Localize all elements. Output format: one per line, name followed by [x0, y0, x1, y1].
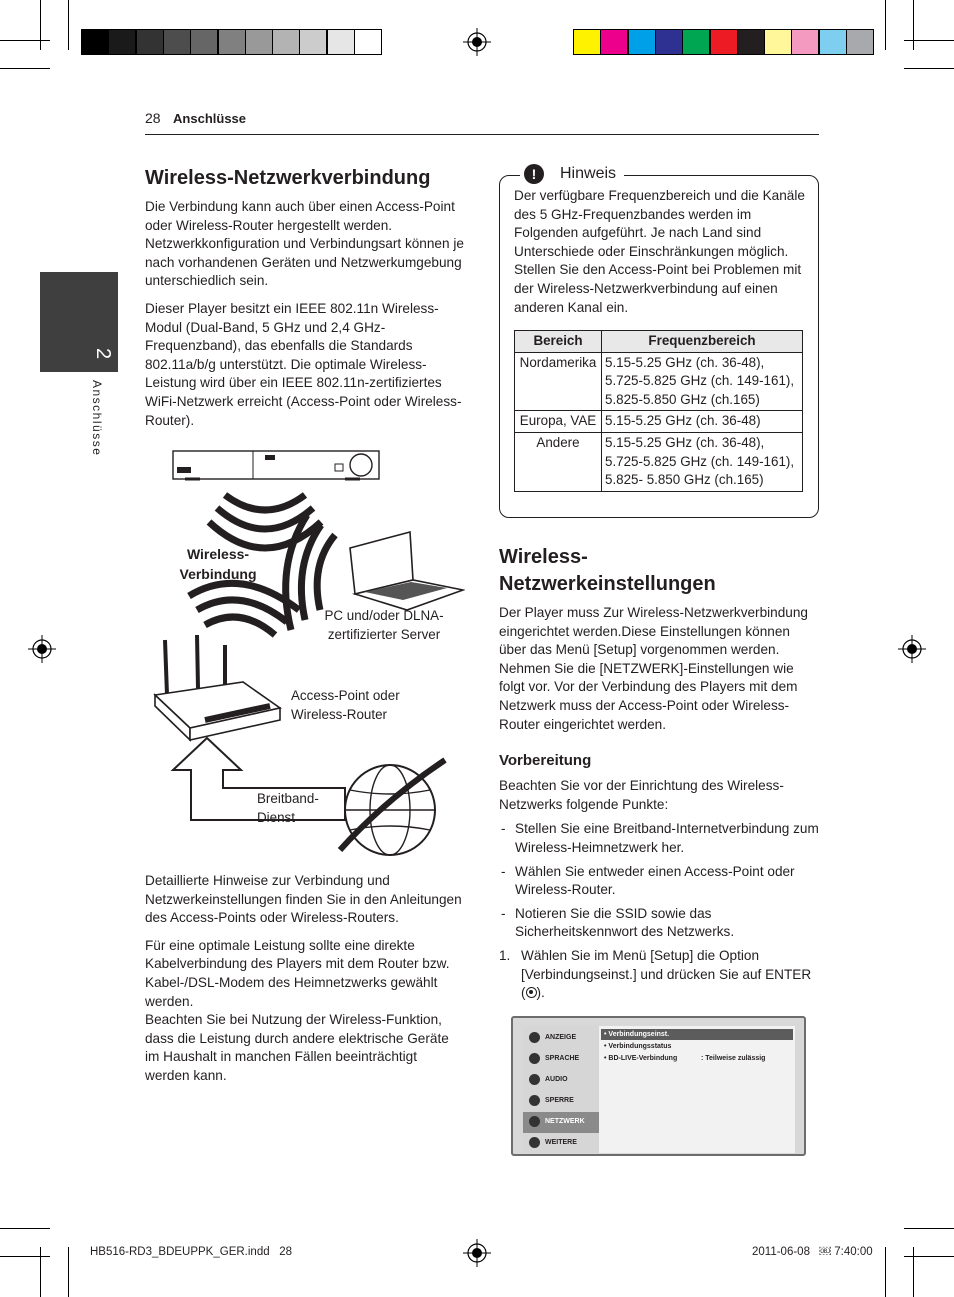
color-swatch	[628, 29, 656, 55]
menu-option: • Verbindungsstatus	[604, 1043, 672, 1050]
crop-mark	[0, 40, 50, 41]
lock-icon	[529, 1095, 540, 1106]
section-title: Wireless- Netzwerkeinstellungen	[499, 546, 716, 595]
table-row	[515, 432, 803, 491]
registration-mark-icon	[463, 28, 491, 56]
table-cell: 5.15-5.25 GHz (ch. 36-48)	[602, 411, 803, 433]
table-row	[515, 411, 803, 433]
color-swatch	[737, 29, 765, 55]
section-title: Wireless-Netzwerkverbindung	[145, 167, 431, 189]
color-swatch	[791, 29, 819, 55]
color-swatch	[573, 29, 601, 55]
crop-mark	[68, 0, 69, 50]
menu-item: AUDIO	[523, 1070, 599, 1091]
page-number: 28	[145, 110, 161, 126]
color-swatch	[764, 29, 792, 55]
menu-item: ANZEIGE	[523, 1028, 599, 1049]
network-icon	[529, 1116, 540, 1127]
table-cell: Andere	[515, 432, 602, 491]
setup-menu-screenshot	[511, 1016, 806, 1156]
list-item: - Wählen Sie entweder einen Access-Point oder Wireless-Router.	[501, 863, 795, 898]
color-swatch	[190, 29, 218, 55]
frequency-table	[514, 330, 803, 492]
language-icon	[529, 1053, 540, 1064]
footer-right: 2011-06-08 ￼ 7:40:00	[752, 1246, 873, 1258]
menu-option-value: : Teilweise zulässig	[701, 1055, 766, 1062]
crop-mark	[904, 68, 954, 69]
registration-mark-icon	[898, 635, 926, 663]
registration-mark-icon	[28, 635, 56, 663]
crop-mark	[0, 68, 50, 69]
color-swatch	[218, 29, 246, 55]
paragraph: Der Player muss Zur Wireless-Netzwerkverbindung eingerichtet werden.Diese Einstellungen können über das Menü [Setup] vorgenommen werden. Nehmen Sie die [NETZWERK]-Einstellungen wie folgt vor. Vor der Verbindung des Players mit dem Netzwerk muss der Access-Point oder Wireless-Router eingerichtet werden.	[499, 605, 808, 732]
label-wireless: Wireless- Verbindung	[179, 546, 257, 582]
color-swatch	[245, 29, 273, 55]
menu-item: SPERRE	[523, 1091, 599, 1112]
warning-icon: !	[524, 164, 544, 184]
chapter-number: 2	[91, 347, 114, 360]
table-cell: 5.15-5.25 GHz (ch. 36-48), 5.725-5.825 GHz (ch. 149-161), 5.825-5.850 GHz (ch.165)	[602, 352, 803, 411]
table-cell: Europa, VAE	[515, 411, 602, 433]
color-swatch	[108, 29, 136, 55]
label-pc: PC und/oder DLNA- zertifizierter Server	[324, 608, 444, 642]
label-access-point: Access-Point oder Wireless-Router	[291, 688, 400, 722]
crop-mark	[68, 1247, 69, 1297]
paragraph: Dieser Player besitzt ein IEEE 802.11n Wireless-Modul (Dual-Band, 5 GHz und 2,4 GHz-Frequenzband), das ebenfalls die Standards 802.11a/b/g unterstützt. Die optimale Wireless-Leistung wird über ein IEEE 802.11n-zertifiziertes WiFi-Netzwerk erreicht (Access-Point oder Wireless-Router).	[145, 300, 462, 428]
crop-mark	[0, 1228, 50, 1229]
left-column-bottom	[145, 872, 465, 1095]
crop-mark	[885, 0, 886, 50]
blu-ray-player-icon	[173, 451, 379, 479]
color-swatch	[682, 29, 710, 55]
bullet-list	[499, 820, 819, 1002]
table-row	[515, 352, 803, 411]
table-cell: Nordamerika	[515, 352, 602, 411]
footer-left: HB516-RD3_BDEUPPK_GER.indd 28	[90, 1246, 292, 1258]
note-header	[520, 161, 624, 187]
enter-icon	[526, 987, 537, 998]
right-column	[499, 544, 819, 1003]
list-item: 1. Wählen Sie im Menü [Setup] die Option [Verbindungseinst.] und drücken Sie auf ENTER ( ).	[499, 947, 812, 1001]
note-title: Hinweis	[560, 165, 617, 182]
crop-mark	[904, 40, 954, 41]
menu-options	[599, 1026, 795, 1153]
list-item: - Notieren Sie die SSID sowie das Sicherheitskennwort des Netzwerks.	[501, 905, 735, 940]
note-text: Der verfügbare Frequenzbereich und die Kanäle des 5 GHz-Frequenzbandes werden im Folgenden aufgeführt. Je nach Land sind Unterschiede oder Einschränkungen möglich. Stellen Sie den Access-Point bei Problemen mit der Wireless-Netzwerkverbindung auf einen anderen Kanal ein.	[514, 188, 805, 315]
color-swatch	[600, 29, 628, 55]
crop-mark	[40, 0, 41, 50]
crop-mark	[885, 1247, 886, 1297]
menu-option: • BD-LIVE-Verbindung	[604, 1055, 678, 1062]
paragraph: Die Verbindung kann auch über einen Access-Point oder Wireless-Router hergestellt werden. Netzwerkkonfiguration und Verbindungsart können je nach vorhandenen Geräten und Netzwerkumgebung unterschiedlich sein.	[145, 199, 464, 289]
paragraph: Beachten Sie bei Nutzung der Wireless-Funktion, dass die Leistung durch andere elektrische Geräte im Haushalt in manchen Fällen beeinträchtigt werden kann.	[145, 1012, 449, 1083]
color-swatch	[299, 29, 327, 55]
other-icon	[529, 1137, 540, 1148]
table-header: Bereich	[515, 331, 602, 353]
table-header: Frequenzbereich	[602, 331, 803, 353]
color-swatch	[136, 29, 164, 55]
crop-mark	[40, 1247, 41, 1297]
crop-mark	[913, 1247, 914, 1297]
color-swatch	[710, 29, 738, 55]
menu-item: WEITERE	[523, 1133, 599, 1154]
crop-mark	[0, 1256, 50, 1257]
color-swatch	[354, 29, 382, 55]
table-cell: 5.15-5.25 GHz (ch. 36-48), 5.725-5.825 GHz (ch. 149-161), 5.825- 5.850 GHz (ch.165)	[602, 432, 803, 491]
crop-mark	[904, 1228, 954, 1229]
menu-item-selected: NETZWERK	[523, 1112, 599, 1133]
list-item: - Stellen Sie eine Breitband-Internetverbindung zum Wireless-Heimnetzwerk her.	[501, 821, 819, 855]
side-tab-label: Anschlüsse	[90, 380, 104, 457]
color-swatch	[819, 29, 847, 55]
side-tab	[40, 272, 118, 372]
header-section: Anschlüsse	[173, 111, 247, 126]
color-swatch	[846, 29, 874, 55]
menu-item: SPRACHE	[523, 1049, 599, 1070]
paragraph: Detaillierte Hinweise zur Verbindung und Netzwerkeinstellungen finden Sie in den Anleitungen des Access-Points oder Wireless-Routers.	[145, 873, 462, 926]
display-icon	[529, 1032, 540, 1043]
page-header	[145, 110, 819, 135]
laptop-icon	[350, 532, 463, 610]
color-swatch	[81, 29, 109, 55]
color-swatch	[163, 29, 191, 55]
router-icon	[155, 635, 280, 740]
menu-sidebar	[523, 1026, 599, 1153]
registration-mark-icon	[463, 1239, 491, 1267]
menu-option-selected: • Verbindungseinst.	[601, 1029, 793, 1040]
label-broadband: Breitband- Dienst	[257, 791, 319, 825]
subheading: Vorbereitung	[499, 752, 592, 770]
table-header-row	[515, 331, 803, 353]
globe-icon	[340, 760, 445, 855]
left-column	[145, 166, 465, 439]
note-box	[499, 165, 819, 518]
paragraph: Beachten Sie vor der Einrichtung des Wireless-Netzwerks folgende Punkte:	[499, 778, 784, 812]
audio-icon	[529, 1074, 540, 1085]
crop-mark	[904, 1256, 954, 1257]
crop-mark	[913, 0, 914, 50]
color-swatch	[327, 29, 355, 55]
paragraph: Für eine optimale Leistung sollte eine direkte Kabelverbindung des Players mit dem Router bzw. Kabel-/DSL-Modem des Heimnetzwerks gewählt werden.	[145, 937, 450, 1009]
color-swatch	[272, 29, 300, 55]
color-swatch	[655, 29, 683, 55]
